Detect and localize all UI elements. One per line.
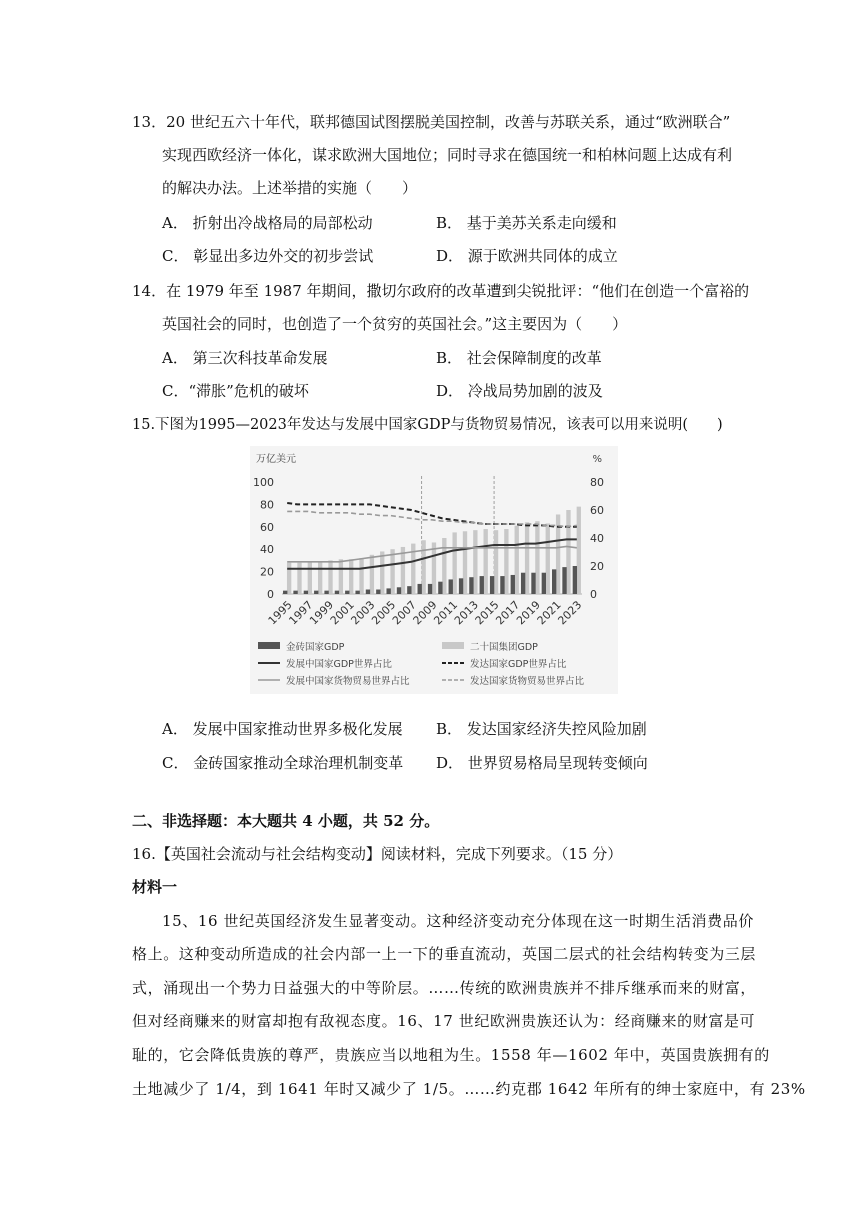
bar-g20-gdp — [308, 562, 312, 594]
q14-option-b: B． 社会保障制度的改革 — [436, 349, 602, 367]
bar-g20-gdp — [432, 542, 436, 594]
x-tick-label: 2005 — [369, 598, 399, 628]
bar-g20-gdp — [463, 531, 467, 594]
right-tick-label: 20 — [590, 560, 604, 573]
bar-brics-gdp — [449, 579, 453, 594]
bar-g20-gdp — [535, 521, 539, 594]
right-tick-label: 40 — [590, 532, 604, 545]
bar-g20-gdp — [525, 522, 529, 594]
bar-g20-gdp — [421, 540, 425, 594]
q13-option-a: A． 折射出冷战格局的局部松动 — [162, 214, 373, 232]
bar-brics-gdp — [459, 578, 463, 594]
x-tick-label: 1995 — [265, 598, 295, 628]
bar-brics-gdp — [562, 567, 566, 594]
legend-swatch-g20-gdp — [442, 642, 464, 649]
legend-label-brics-gdp: 金砖国家GDP — [286, 642, 345, 653]
q16-paragraph-line5: 耻的，它会降低贵族的尊严，贵族应当以地租为生。1558 年—1602 年中，英国贵族拥有的 — [132, 1046, 770, 1064]
q15-option-a: A． 发展中国家推动世界多极化发展 — [162, 720, 403, 738]
bar-brics-gdp — [500, 576, 504, 594]
legend-label-dev-trade-share: 发展中国家货物贸易世界占比 — [286, 676, 410, 687]
x-tick-label: 2001 — [327, 598, 357, 628]
right-tick-label: 80 — [590, 476, 604, 489]
bar-brics-gdp — [418, 584, 422, 594]
q16-paragraph-line1: 15、16 世纪英国经济发生显著变动。这种经济变动充分体现在这一时期生活消费品价 — [162, 912, 754, 930]
bar-brics-gdp — [314, 591, 318, 594]
x-tick-label: 2019 — [514, 598, 544, 628]
bar-brics-gdp — [428, 584, 432, 594]
left-tick-label: 20 — [260, 565, 274, 579]
bar-g20-gdp — [359, 558, 363, 594]
right-tick-label: 60 — [590, 504, 604, 517]
q15-stem-line1: 15.下图为1995—2023年发达与发展中国家GDP与货物贸易情况，该表可以用来说明( ) — [132, 417, 723, 433]
q13-stem-line3: 的解决办法。上述举措的实施（ ） — [162, 179, 418, 197]
x-tick-label: 2017 — [493, 598, 523, 628]
bar-g20-gdp — [390, 549, 394, 594]
bar-g20-gdp — [339, 559, 343, 594]
x-tick-label: 2023 — [555, 598, 585, 628]
bar-g20-gdp — [566, 510, 570, 594]
bar-g20-gdp — [442, 538, 446, 594]
q15-option-c: C． 金砖国家推动全球治理机制变革 — [162, 754, 404, 772]
x-tick-label: 2003 — [348, 598, 378, 628]
bar-brics-gdp — [531, 573, 535, 594]
q16-material-label: 材料一 — [132, 878, 178, 896]
bar-g20-gdp — [297, 563, 301, 594]
right-tick-label: 0 — [590, 588, 597, 601]
bar-brics-gdp — [407, 586, 411, 594]
q14-option-d: D． 冷战局势加剧的波及 — [436, 382, 603, 400]
x-tick-label: 2015 — [472, 598, 502, 628]
bar-brics-gdp — [283, 591, 287, 594]
bar-g20-gdp — [287, 563, 291, 594]
bar-brics-gdp — [511, 575, 515, 594]
bar-brics-gdp — [345, 591, 349, 594]
gdp-trade-chart — [250, 446, 618, 694]
bar-brics-gdp — [573, 566, 577, 594]
bar-brics-gdp — [438, 582, 442, 594]
bar-brics-gdp — [293, 591, 297, 594]
bar-g20-gdp — [515, 526, 519, 594]
bar-g20-gdp — [318, 562, 322, 594]
q14-option-c: C．“滞胀”危机的破坏 — [162, 382, 309, 400]
bar-brics-gdp — [376, 590, 380, 594]
q16-paragraph-line4: 但对经商赚来的财富却抱有敌视态度。16、17 世纪欧洲贵族还认为：经商赚来的财富是可 — [132, 1012, 756, 1030]
q16-paragraph-line6: 土地减少了 1/4，到 1641 年时又减少了 1/5。……约克郡 1642 年所有的绅士家庭中，有 23% — [132, 1080, 806, 1098]
x-tick-label: 2013 — [451, 598, 481, 628]
bar-brics-gdp — [324, 591, 328, 594]
q16-paragraph-line3: 式，涌现出一个势力日益强大的中等阶层。……传统的欧洲贵族并不排斥继承而来的财富， — [132, 979, 757, 997]
bar-g20-gdp — [328, 560, 332, 594]
bar-g20-gdp — [494, 530, 498, 594]
bar-g20-gdp — [504, 529, 508, 594]
legend-label-dev-gdp-share: 发展中国家GDP世界占比 — [286, 659, 392, 670]
bar-brics-gdp — [521, 573, 525, 594]
q13-option-c: C． 彰显出多边外交的初步尝试 — [162, 247, 374, 265]
q15-option-b: B． 发达国家经济失控风险加剧 — [436, 720, 647, 738]
q15-option-d: D． 世界贸易格局呈现转变倾向 — [436, 754, 648, 772]
q16-title: 16.【英国社会流动与社会结构变动】阅读材料，完成下列要求。（15 分） — [132, 845, 623, 863]
section-heading: 二、非选择题：本大题共 4 小题，共 52 分。 — [132, 812, 440, 830]
q16-paragraph-line2: 格上。这种变动所造成的社会内部一上一下的垂直流动，英国二层式的社会结构转变为三层 — [132, 945, 757, 963]
q14-stem-line2: 英国社会的同时，也创造了一个贫穷的英国社会。”这主要因为（ ） — [162, 315, 628, 333]
bar-brics-gdp — [386, 588, 390, 594]
bar-brics-gdp — [469, 577, 473, 594]
bar-g20-gdp — [380, 551, 384, 594]
bar-brics-gdp — [490, 576, 494, 594]
bar-g20-gdp — [473, 530, 477, 594]
bar-brics-gdp — [355, 591, 359, 594]
bar-g20-gdp — [349, 559, 353, 594]
bar-brics-gdp — [397, 587, 401, 594]
left-axis-unit: 万亿美元 — [256, 454, 296, 465]
left-tick-label: 40 — [260, 543, 274, 557]
bar-brics-gdp — [304, 591, 308, 594]
x-tick-label: 1997 — [286, 598, 316, 628]
bar-g20-gdp — [370, 555, 374, 594]
x-tick-label: 2007 — [389, 598, 419, 628]
bar-brics-gdp — [552, 569, 556, 594]
bar-g20-gdp — [577, 507, 581, 594]
chart-svg — [250, 446, 618, 694]
x-tick-label: 2021 — [534, 598, 564, 628]
bar-brics-gdp — [366, 590, 370, 594]
q13-stem-line1: 13．20 世纪五六十年代，联邦德国试图摆脱美国控制，改善与苏联关系，通过“欧洲联合” — [132, 113, 731, 131]
legend-label-adv-gdp-share: 发达国家GDP世界占比 — [470, 659, 567, 670]
right-axis-unit: % — [592, 454, 602, 465]
bar-g20-gdp — [484, 529, 488, 594]
x-tick-label: 2009 — [410, 598, 440, 628]
legend-label-adv-trade-share: 发达国家货物贸易世界占比 — [470, 676, 585, 687]
bar-brics-gdp — [542, 573, 546, 594]
q13-option-d: D． 源于欧洲共同体的成立 — [436, 247, 618, 265]
left-tick-label: 80 — [260, 498, 274, 512]
left-tick-label: 60 — [260, 520, 274, 534]
bar-brics-gdp — [335, 591, 339, 594]
x-tick-label: 1999 — [307, 598, 337, 628]
bar-g20-gdp — [546, 523, 550, 594]
left-tick-label: 0 — [267, 588, 274, 601]
bar-brics-gdp — [480, 576, 484, 594]
q13-stem-line2: 实现西欧经济一体化，谋求欧洲大国地位；同时寻求在德国统一和柏林问题上达成有利 — [162, 146, 733, 164]
q14-option-a: A． 第三次科技革命发展 — [162, 349, 328, 367]
legend-label-g20-gdp: 二十国集团GDP — [470, 642, 538, 653]
left-tick-label: 100 — [253, 476, 274, 489]
bar-g20-gdp — [452, 532, 456, 594]
q13-option-b: B． 基于美苏关系走向缓和 — [436, 214, 617, 232]
x-tick-label: 2011 — [431, 598, 461, 628]
legend-swatch-brics-gdp — [258, 642, 280, 649]
q14-stem-line1: 14．在 1979 年至 1987 年期间，撒切尔政府的改革遭到尖锐批评：“他们在创造一个富裕的 — [132, 282, 750, 300]
